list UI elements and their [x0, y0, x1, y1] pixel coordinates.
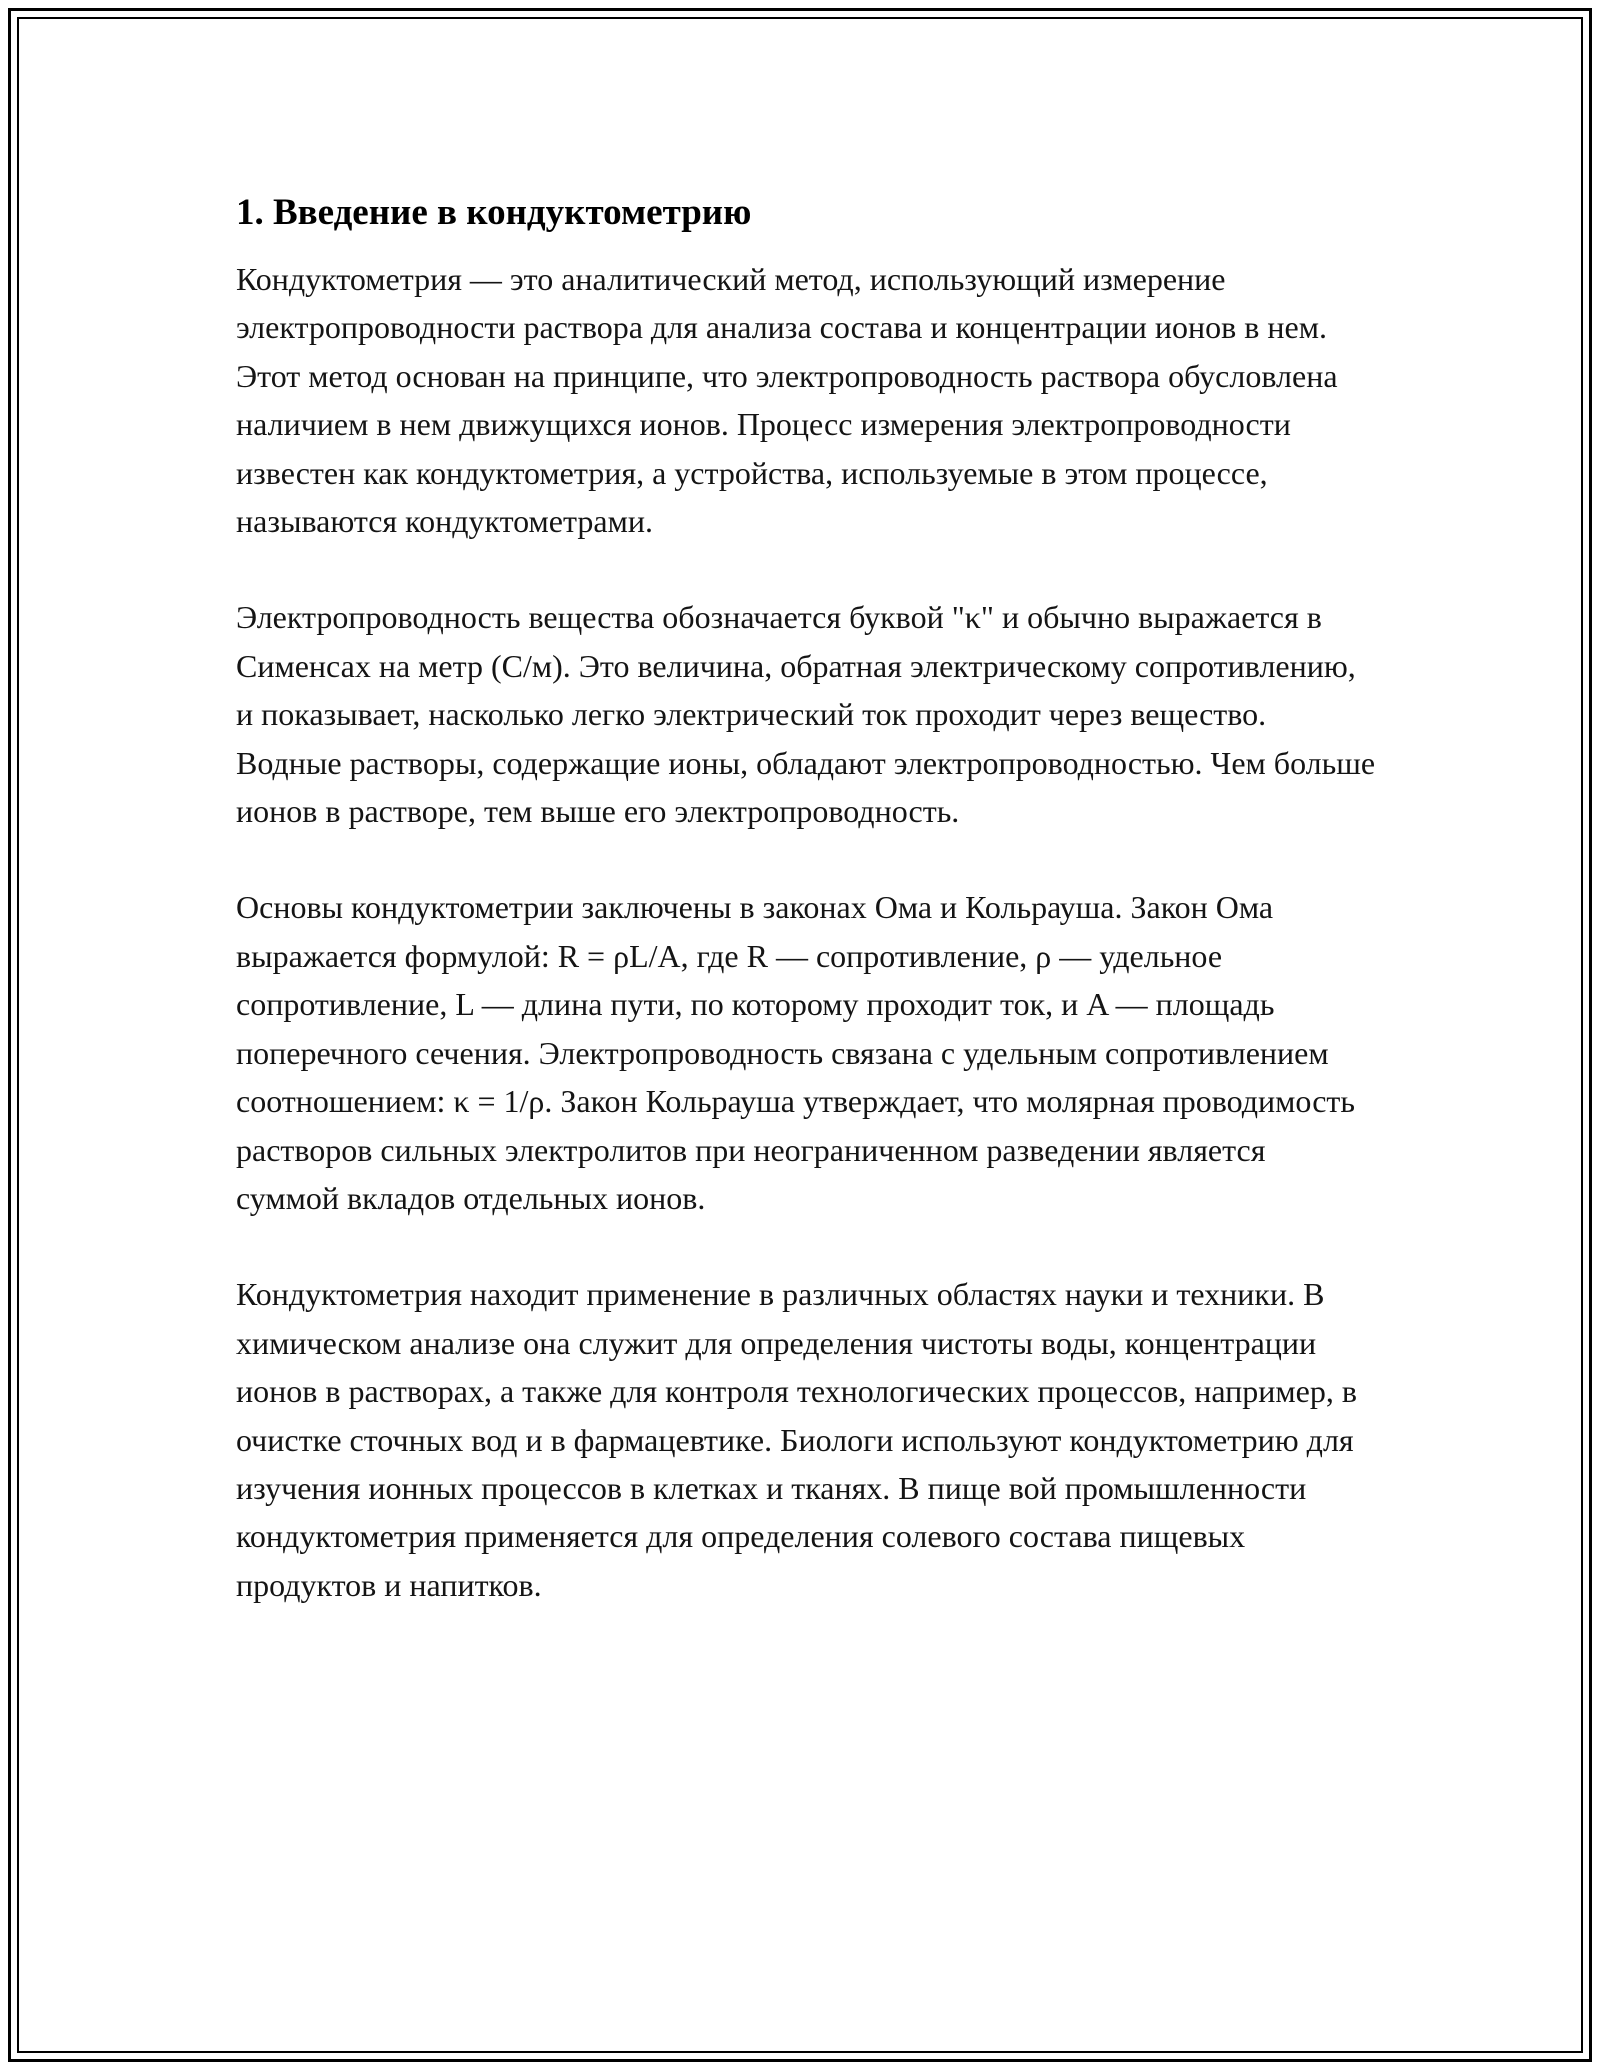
document-body	[236, 188, 1376, 1657]
section-heading: 1. Введение в кондуктометрию	[236, 192, 752, 233]
paragraph-applications: Кондуктометрия находит применение в различных областях науки и техники. В химическом анализе она служит для определения чистоты воды, концентрации ионов в растворах, а также для контроля технологических процессов, например, в очистке сточных вод и в фармацевтике. Биологи используют кондуктометрию для изучения ионных процессов в клетках и тканях. В пище вой промышленности кондуктометрия применяется для определения солевого состава пищевых продуктов и напитков.	[236, 1276, 1357, 1603]
paragraph-intro: Кондуктометрия — это аналитический метод, использующий измерение электропроводности раствора для анализа состава и концентрации ионов в нем. Этот метод основан на принципе, что электропроводность раствора обусловлена наличием в нем движущихся ионов. Процесс измерения электропроводности известен как кондуктометрия, а устройства, используемые в этом процессе, называются кондуктометрами.	[236, 261, 1338, 540]
paragraph-conductivity: Электропроводность вещества обозначается буквой "κ" и обычно выражается в Сименсах на метр (С/м). Это величина, обратная электрическому сопротивлению, и показывает, насколько легко электрический ток проходит через вещество. Водные растворы, содержащие ионы, обладают электропроводностью. Чем больше ионов в растворе, тем выше его электропроводность.	[236, 599, 1376, 830]
paragraph-laws: Основы кондуктометрии заключены в законах Ома и Кольрауша. Закон Ома выражается формулой: R = ρL/A, где R — сопротивление, ρ — удельное сопротивление, L — длина пути, по которому проходит ток, и A — площадь поперечного сечения. Электропроводность связана с удельным сопротивлением соотношением: κ = 1/ρ. Закон Кольрауша утверждает, что молярная проводимость растворов сильных электролитов при неограниченном разведении является суммой вкладов отдельных ионов.	[236, 889, 1355, 1216]
